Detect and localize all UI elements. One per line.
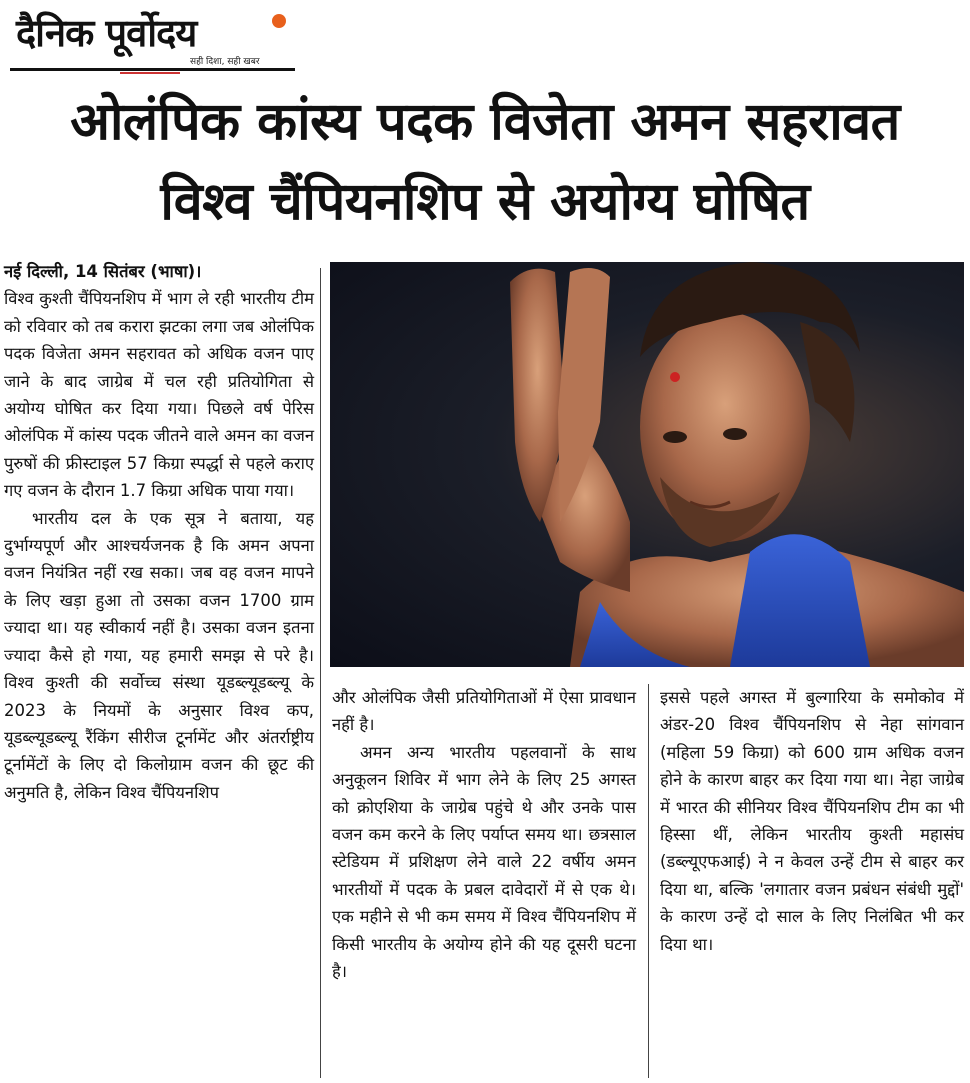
headline-line-2: विश्व चैंपियनशिप से अयोग्य घोषित — [160, 172, 810, 232]
logo-sun-icon — [272, 14, 286, 28]
masthead — [10, 6, 310, 76]
headline-line-1: ओलंपिक कांस्य पदक विजेता अमन सहरावत — [70, 92, 900, 152]
article-column-2 — [332, 684, 636, 985]
article-paragraph: और ओलंपिक जैसी प्रतियोगिताओं में ऐसा प्रावधान नहीं है। — [332, 688, 636, 735]
athlete-photo-illustration — [330, 262, 964, 667]
tagline: सही दिशा, सही खबर — [190, 57, 260, 67]
article-paragraph — [4, 258, 314, 505]
athlete-photo — [330, 262, 964, 667]
headline — [0, 82, 970, 242]
dateline: नई दिल्ली, 14 सितंबर (भाषा)। — [4, 262, 202, 281]
article-paragraph: इससे पहले अगस्त में बुल्गारिया के समोकोव में अंडर-20 विश्व चैंपियनशिप से नेहा सांगवान (महिला 59 किग्रा) को 600 ग्राम अधिक वजन होने के कारण बाहर कर दिया गया था। नेहा जाग्रेब में भारत की सीनियर विश्व चैंपियनशिप टीम का भी हिस्सा थीं, लेकिन भारतीय कुश्ती महासंघ (डब्ल्यूएफआई) ने न केवल उन्हें टीम से बाहर कर दिया था, बल्कि 'लगातार वजन प्रबंधन संबंधी मुद्दों' के कारण उन्हें दो साल के लिए निलंबित भी कर दिया था। — [660, 688, 964, 954]
column-divider — [648, 684, 649, 1078]
masthead-rule — [10, 68, 295, 71]
article-paragraph: अमन अन्य भारतीय पहलवानों के साथ अनुकूलन शिविर में भाग लेने के लिए 25 अगस्त को क्रोएशिया के जाग्रेब पहुंचे थे और उनके पास वजन कम करने के लिए पर्याप्त समय था। छत्रसाल स्टेडियम में प्रशिक्षण लेने वाले 22 वर्षीय अमन भारतीयों में पदक के प्रबल दावेदारों में से एक थे। एक महीने से भी कम समय में विश्व चैंपियनशिप में किसी भारतीय के अयोग्य होने की यह दूसरी घटना है। — [332, 742, 636, 982]
article-column-3 — [660, 684, 964, 958]
column-divider — [320, 268, 321, 1078]
newspaper-logo: दैनिक पूर्वोदय — [16, 11, 197, 55]
article-text: विश्व कुश्ती चैंपियनशिप में भाग ले रही भारतीय टीम को रविवार को तब करारा झटका लगा जब ओलंपिक पदक विजेता अमन सहरावत को अधिक वजन पाए जाने के बाद जाग्रेब में चल रही प्रतियोगिता से अयोग्य घोषित कर दिया गया। पिछले वर्ष पेरिस ओलंपिक में कांस्य पदक जीतने वाले अमन का वजन पुरुषों की फ्रीस्टाइल 57 किग्रा स्पर्द्धा से पहले कराए गए वजन के दौरान 1.7 किग्रा अधिक पाया गया। — [4, 289, 314, 501]
masthead-accent-rule — [120, 72, 180, 74]
article-paragraph: भारतीय दल के एक सूत्र ने बताया, यह दुर्भाग्यपूर्ण और आश्चर्यजनक है कि अमन अपना वजन नियंत्रित नहीं रख सका। जब वह वजन मापने के लिए खड़ा हुआ तो उसका वजन 1700 ग्राम ज्यादा था। यह स्वीकार्य नहीं है। उसका वजन इतना ज्यादा कैसे हो गया, यह हमारी समझ से परे है। विश्व कुश्ती की सर्वोच्च संस्था यूडब्ल्यूडब्ल्यू के 2023 के नियमों के अनुसार विश्व कप, यूडब्ल्यूडब्ल्यू रैंकिंग सीरीज टूर्नामेंट और अंतर्राष्ट्रीय टूर्नामेंटों के लिए दो किलोग्राम वजन की छूट की अनुमति है, लेकिन विश्व चैंपियनशिप — [4, 508, 314, 802]
article-column-1 — [4, 258, 314, 806]
